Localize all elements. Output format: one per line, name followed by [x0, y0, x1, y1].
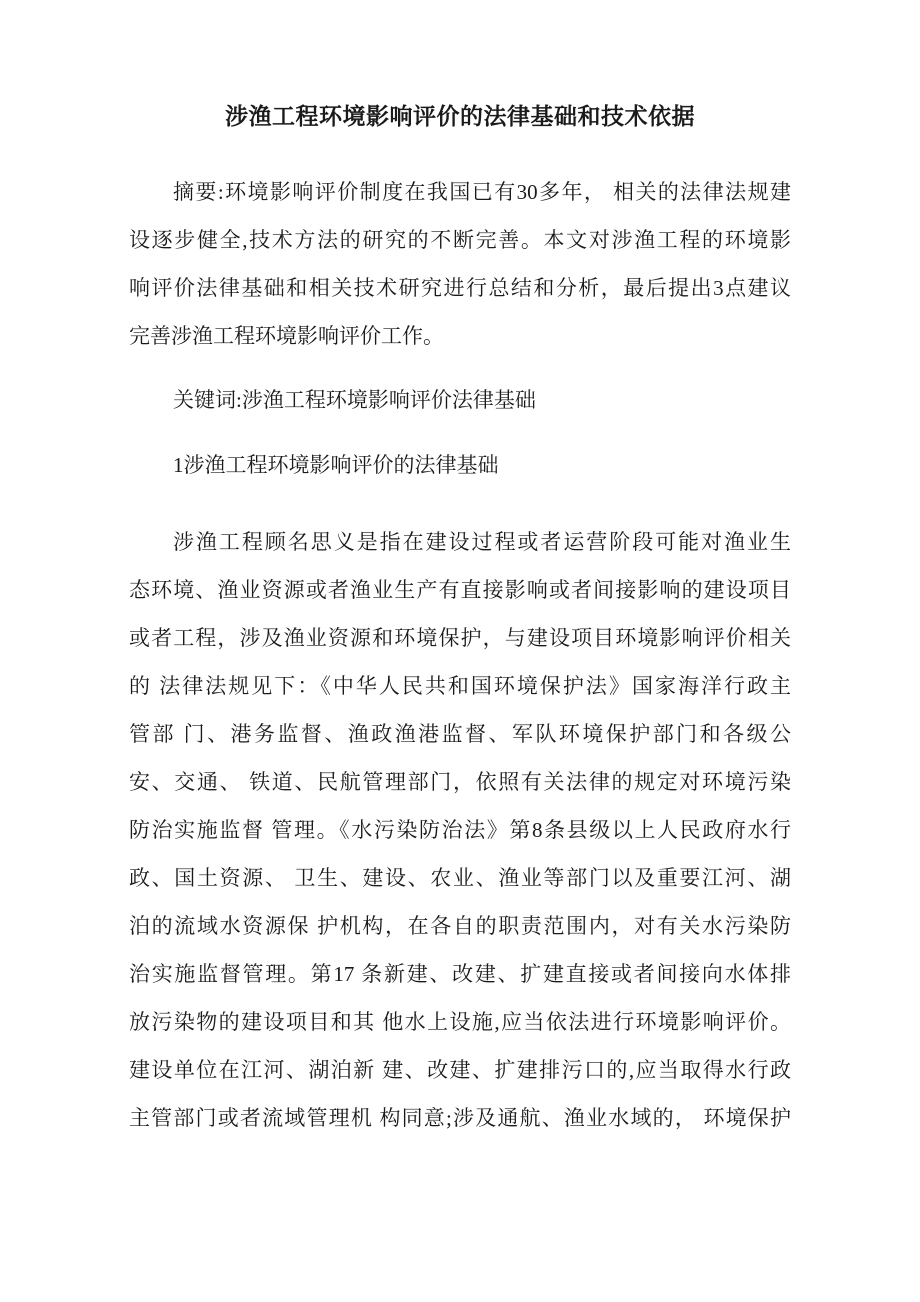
- document-title: 涉渔工程环境影响评价的法律基础和技术依据: [225, 104, 695, 129]
- paragraph-body: [129, 518, 791, 1142]
- text-line: 政、国土资源、 卫生、建设、农业、渔业等部门以及重要江河、湖: [129, 866, 791, 890]
- text-line: 响评价法律基础和相关技术研究进行总结和分析，最后提出3点建议: [129, 276, 791, 300]
- text-line: 或者工程，涉及渔业资源和环境保护，与建设项目环境影响评价相关: [129, 626, 791, 650]
- text-line: 1涉渔工程环境影响评价的法律基础: [173, 453, 499, 477]
- text-line: 态环境、渔业资源或者渔业生产有直接影响或者间接影响的建设项目: [129, 578, 791, 602]
- text-line: 放污染物的建设项目和其 他水上设施,应当依法进行环境影响评价。: [129, 1010, 791, 1034]
- text-line: 安、交通、 铁道、民航管理部门，依照有关法律的规定对环境污染: [129, 770, 791, 794]
- text-line: 设逐步健全,技术方法的研究的不断完善。本文对涉渔工程的环境影: [129, 228, 791, 252]
- document-body: [129, 168, 791, 1142]
- paragraph-keywords: [129, 376, 791, 424]
- text-line: 涉渔工程顾名思义是指在建设过程或者运营阶段可能对渔业生: [173, 530, 791, 554]
- text-line: 主管部门或者流域管理机 构同意;涉及通航、渔业水域的， 环境保护: [129, 1106, 791, 1130]
- text-line: 建设单位在江河、湖泊新 建、改建、扩建排污口的,应当取得水行政: [129, 1058, 791, 1082]
- paragraph-section-heading: [129, 441, 791, 489]
- text-line: 治实施监督管理。第17 条新建、改建、扩建直接或者间接向水体排: [129, 962, 791, 986]
- text-line: 的 法律法规见下：《中华人民共和国环境保护法》国家海洋行政主: [129, 674, 791, 698]
- text-line: 管部 门、港务监督、渔政渔港监督、军队环境保护部门和各级公: [129, 722, 791, 746]
- paragraph-abstract: [129, 168, 791, 360]
- text-line: 关键词:涉渔工程环境影响评价法律基础: [173, 388, 536, 412]
- text-line: 泊的流域水资源保 护机构，在各自的职责范围内，对有关水污染防: [129, 914, 791, 938]
- text-line: 完善涉渔工程环境影响评价工作。: [129, 324, 444, 348]
- text-line: 摘要:环境影响评价制度在我国已有30多年， 相关的法律法规建: [173, 180, 791, 204]
- text-line: 防治实施监督 管理。《水污染防治法》第8条县级以上人民政府水行: [129, 818, 791, 842]
